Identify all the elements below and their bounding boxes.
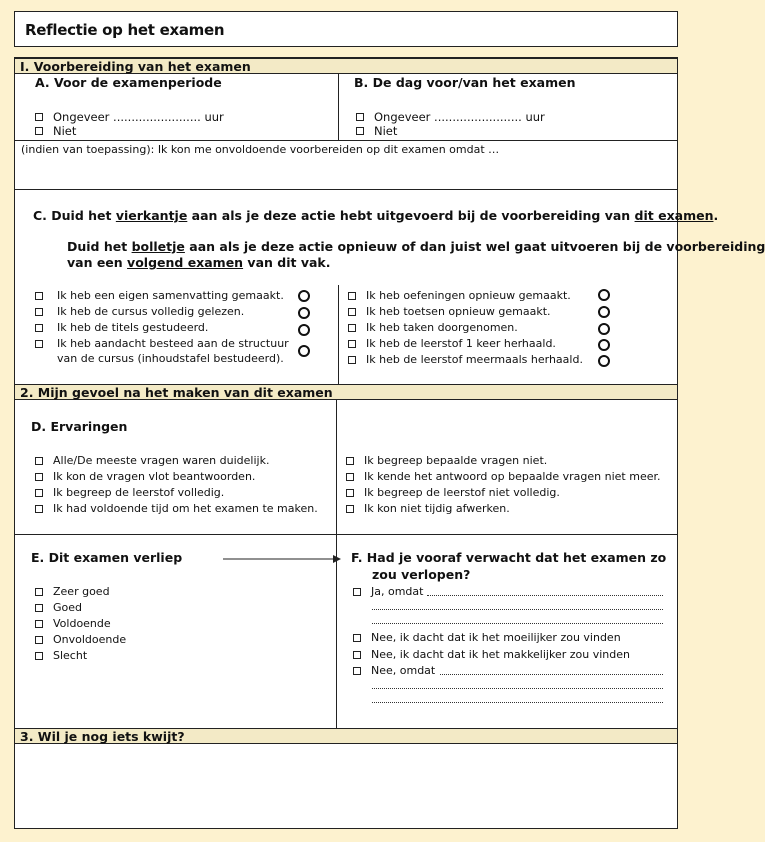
answer-line[interactable] <box>372 702 663 703</box>
answer-line[interactable] <box>427 595 663 596</box>
divider-ab <box>338 73 339 140</box>
title-box <box>14 11 678 47</box>
checkbox-f-nee-omdat[interactable] <box>353 667 361 675</box>
circle-c-taken[interactable] <box>598 323 610 335</box>
checkbox-f-moeilijker[interactable] <box>353 634 361 642</box>
section-3-title: 3. Wil je nog iets kwijt? <box>20 729 185 744</box>
a-ongeveer-label: Ongeveer ........................ uur <box>53 110 224 124</box>
section-3-header <box>15 728 677 744</box>
section-2-header <box>15 384 677 400</box>
checkbox-e-voldoende[interactable] <box>35 620 43 628</box>
checkbox-d-niet-begrepen[interactable] <box>346 457 354 465</box>
c-left-label: Ik heb de titels gestudeerd. <box>57 321 209 334</box>
answer-line[interactable] <box>372 623 663 624</box>
circle-c-oefeningen[interactable] <box>598 289 610 301</box>
divider-line <box>15 189 677 190</box>
a-niet-label: Niet <box>53 124 77 138</box>
e-option-label: Slecht <box>53 649 88 662</box>
checkbox-c-samenvatting[interactable] <box>35 292 43 300</box>
c-left-label: Ik heb de cursus volledig gelezen. <box>57 305 245 318</box>
checkbox-c-structuur[interactable] <box>35 340 43 348</box>
reflection-form <box>14 57 765 829</box>
c-left-label: Ik heb een eigen samenvatting gemaakt. <box>57 289 284 302</box>
circle-c-1-keer[interactable] <box>598 339 610 351</box>
checkbox-c-oefeningen[interactable] <box>348 292 356 300</box>
checkbox-d-vlot[interactable] <box>35 473 43 481</box>
checkbox-d-tijd[interactable] <box>35 505 43 513</box>
c-left-label-cont: van de cursus (inhoudstafel bestudeerd). <box>57 352 284 365</box>
checkbox-e-slecht[interactable] <box>35 652 43 660</box>
d-left-label: Alle/De meeste vragen waren duidelijk. <box>53 454 270 467</box>
checkbox-a-niet[interactable] <box>35 127 43 135</box>
circle-c-toetsen[interactable] <box>598 306 610 318</box>
c-right-label: Ik heb de leerstof 1 keer herhaald. <box>366 337 556 350</box>
d-right-label: Ik kon niet tijdig afwerken. <box>364 502 510 515</box>
circle-c-cursus-gelezen[interactable] <box>298 307 310 319</box>
c-right-label: Ik heb oefeningen opnieuw gemaakt. <box>366 289 571 302</box>
section-c-instruction-2: Duid het bolletje aan als je deze actie opnieuw of dan juist wel gaat uitvoeren bij de voorbereiding <box>67 239 765 254</box>
checkbox-c-taken[interactable] <box>348 324 356 332</box>
d-left-label: Ik had voldoende tijd om het examen te maken. <box>53 502 318 515</box>
checkbox-d-volledig[interactable] <box>35 489 43 497</box>
checkbox-f-makkelijker[interactable] <box>353 651 361 659</box>
checkbox-d-antwoord[interactable] <box>346 473 354 481</box>
checkbox-c-titels[interactable] <box>35 324 43 332</box>
d-right-label: Ik begreep de leerstof niet volledig. <box>364 486 560 499</box>
d-right-label: Ik kende het antwoord op bepaalde vragen niet meer. <box>364 470 661 483</box>
checkbox-b-niet[interactable] <box>356 127 364 135</box>
c-right-label: Ik heb taken doorgenomen. <box>366 321 518 334</box>
b-ongeveer-label: Ongeveer ........................ uur <box>374 110 545 124</box>
e-option-label: Onvoldoende <box>53 633 127 646</box>
c-left-label: Ik heb aandacht besteed aan de structuur <box>57 337 289 350</box>
section-c-instruction-3: van een volgend examen van dit vak. <box>67 255 331 270</box>
section-2-title: 2. Mijn gevoel na het maken van dit examen <box>20 385 333 400</box>
comments-area[interactable] <box>15 744 677 828</box>
section-c-instruction-1: C. Duid het vierkantje aan als je deze actie hebt uitgevoerd bij de voorbereiding van dit examen. <box>33 208 719 223</box>
d-left-label: Ik begreep de leerstof volledig. <box>53 486 225 499</box>
section-1-title: I. Voorbereiding van het examen <box>20 59 251 74</box>
section-1-header <box>15 58 677 74</box>
circle-c-meermaals[interactable] <box>598 355 610 367</box>
page-title: Reflectie op het examen <box>25 21 225 39</box>
section-d-heading: D. Ervaringen <box>31 419 128 434</box>
checkbox-e-goed[interactable] <box>35 604 43 612</box>
d-right-label: Ik begreep bepaalde vragen niet. <box>364 454 548 467</box>
e-option-label: Voldoende <box>53 617 111 630</box>
e-option-label: Goed <box>53 601 83 614</box>
circle-c-structuur[interactable] <box>298 345 310 357</box>
checkbox-e-zeer-goed[interactable] <box>35 588 43 596</box>
checkbox-b-ongeveer[interactable] <box>356 113 364 121</box>
section-e-heading: E. Dit examen verliep <box>31 550 183 565</box>
c-right-label: Ik heb de leerstof meermaals herhaald. <box>366 353 583 366</box>
f-moeilijker-label: Nee, ik dacht dat ik het moeilijker zou vinden <box>371 631 621 644</box>
insufficient-note: (indien van toepassing): Ik kon me onvoldoende voorbereiden op dit examen omdat … <box>21 143 500 156</box>
d-left-label: Ik kon de vragen vlot beantwoorden. <box>53 470 256 483</box>
checkbox-e-onvoldoende[interactable] <box>35 636 43 644</box>
circle-c-samenvatting[interactable] <box>298 290 310 302</box>
answer-line[interactable] <box>372 609 663 610</box>
e-option-label: Zeer goed <box>53 585 110 598</box>
checkbox-d-niet-volledig[interactable] <box>346 489 354 497</box>
answer-line[interactable] <box>372 688 663 689</box>
checkbox-c-cursus-gelezen[interactable] <box>35 308 43 316</box>
f-makkelijker-label: Nee, ik dacht dat ik het makkelijker zou vinden <box>371 648 630 661</box>
answer-line[interactable] <box>440 674 663 675</box>
divider-line <box>15 140 677 141</box>
f-ja-label: Ja, omdat <box>371 585 424 598</box>
checkbox-c-meermaals[interactable] <box>348 356 356 364</box>
checkbox-c-toetsen[interactable] <box>348 308 356 316</box>
divider-line <box>15 534 677 535</box>
section-b-heading: B. De dag voor/van het examen <box>354 75 576 90</box>
section-f-heading-cont: zou verlopen? <box>372 567 471 582</box>
f-nee-omdat-label: Nee, omdat <box>371 664 436 677</box>
circle-c-titels[interactable] <box>298 324 310 336</box>
checkbox-f-ja[interactable] <box>353 588 361 596</box>
checkbox-c-1-keer[interactable] <box>348 340 356 348</box>
checkbox-a-ongeveer[interactable] <box>35 113 43 121</box>
checkbox-d-afwerken[interactable] <box>346 505 354 513</box>
checkbox-d-duidelijk[interactable] <box>35 457 43 465</box>
divider-c <box>338 285 339 384</box>
section-a-heading: A. Voor de examenperiode <box>35 75 222 90</box>
b-niet-label: Niet <box>374 124 398 138</box>
arrow-right-icon <box>223 553 343 565</box>
section-f-heading: F. Had je vooraf verwacht dat het examen zo <box>351 550 667 565</box>
c-right-label: Ik heb toetsen opnieuw gemaakt. <box>366 305 551 318</box>
